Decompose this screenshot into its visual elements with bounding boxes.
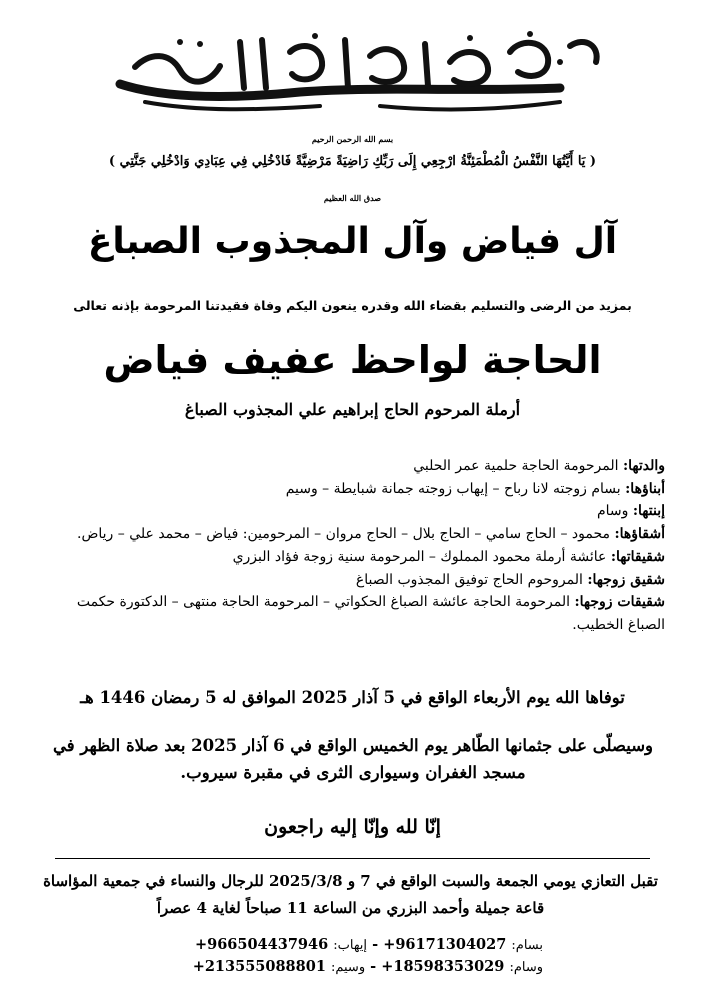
relative-text: وسام [597, 503, 633, 520]
calligraphy-logo [0, 22, 705, 117]
relative-label: والدتها: [622, 458, 665, 474]
funeral-notice: وسيصلّى على جثمانها الطّاهر يوم الخميس الواقع في 6 آذار 2025 بعد صلاة الظهر في مسجد الغفران وسيوارى الثرى في مقبرة سيروب. [52, 736, 654, 782]
quran-verse: ( يَا أَيَّتُهَا النَّفْسُ الْمُطْمَئِنَّةُ ارْجِعِي إِلَى رَبِّكِ رَاضِيَةً مَرْضِيَّةً فَادْخُلِي فِي عِبَادِي وَادْخُلِي جَنَّتِي ) [108, 154, 597, 169]
relative-row [40, 500, 665, 523]
condolence-notice: تقبل التعازي يومي الجمعة والسبت الواقع في 7 و 2025/3/8 للرجال والنساء في جمعية المؤاساة قاعة جميلة وأحمد البزري من الساعة 11 صباحاً لغاية 4 عصراً [43, 872, 658, 917]
relative-label: شقيقاتها: [610, 548, 665, 565]
relative-label: إبنتها: [632, 503, 665, 520]
death-notice: توفاها الله يوم الأربعاء الواقع في 5 آذار 2025 الموافق له 5 رمضان 1446 هـ [80, 688, 625, 707]
relative-row [40, 591, 665, 636]
deceased-name: الحاجة لواحظ عفيف فياض [103, 338, 602, 382]
contact-name: وسام: [509, 960, 543, 975]
contacts-list [123, 934, 543, 978]
relative-text: المرحومة الحاجة حلمية عمر الحلبي [413, 458, 623, 474]
relative-row [40, 546, 665, 569]
inna-lillah: إنّا لله وإنّا إليه راجعون [264, 816, 441, 838]
relative-label: أشقاؤها: [614, 526, 665, 543]
family-title: آل فياض وآل المجذوب الصباغ [87, 221, 618, 262]
relatives-list [40, 455, 665, 637]
contact-name: وسيم: [330, 960, 366, 975]
sadaq-allah: صدق الله العظيم [323, 193, 382, 203]
basmala: بسم الله الرحمن الرحيم [311, 134, 394, 144]
contact-separator: - [367, 936, 379, 953]
relative-text: عائشة أرملة محمود المملوك – المرحومة سنية زوجة فؤاد البزري [232, 548, 611, 565]
contact-name: إيهاب: [333, 938, 368, 953]
relative-text: المرحومة الحاجة عائشة الصباغ الحكواتي – المرحومة الحاجة منتهى – الدكتورة حكمت الصباغ الخطيب. [76, 594, 665, 633]
relative-text: محمود – الحاج سامي – الحاج بلال – الحاج مروان – المرحومين: فياض – محمد علي – رياض. [77, 526, 615, 543]
relative-label: شقيق زوجها: [587, 571, 665, 588]
contact-row [123, 956, 543, 978]
relative-row [40, 478, 665, 501]
contact-separator: - [365, 958, 377, 975]
contact-row [123, 934, 543, 956]
relative-row [40, 569, 665, 592]
relative-text: المروحوم الحاج توفيق المجذوب الصباغ [355, 571, 588, 588]
relative-row [40, 455, 665, 478]
contact-phone[interactable]: +213555088801 [192, 958, 326, 975]
divider [55, 858, 650, 859]
relative-label: أبناؤها: [625, 480, 665, 497]
intro-text: بمزيد من الرضى والتسليم بقضاء الله وقدره ينعون اليكم وفاة فقيدتنا المرحومة بإذنه تعالى [73, 298, 632, 313]
contact-phone[interactable]: +96171304027 [383, 936, 507, 953]
relative-row [40, 523, 665, 546]
contact-phone[interactable]: +966504437946 [194, 936, 329, 953]
relative-label: شقيقات زوجها: [574, 594, 665, 611]
relative-text: بسام زوجته لانا رباح – إيهاب زوجته جمانة شبايطة – وسيم [285, 480, 626, 497]
widow-of: أرملة المرحوم الحاج إبراهيم علي المجذوب الصباغ [184, 400, 521, 419]
contact-phone[interactable]: +18598353029 [381, 958, 505, 975]
contact-name: بسام: [511, 938, 543, 953]
